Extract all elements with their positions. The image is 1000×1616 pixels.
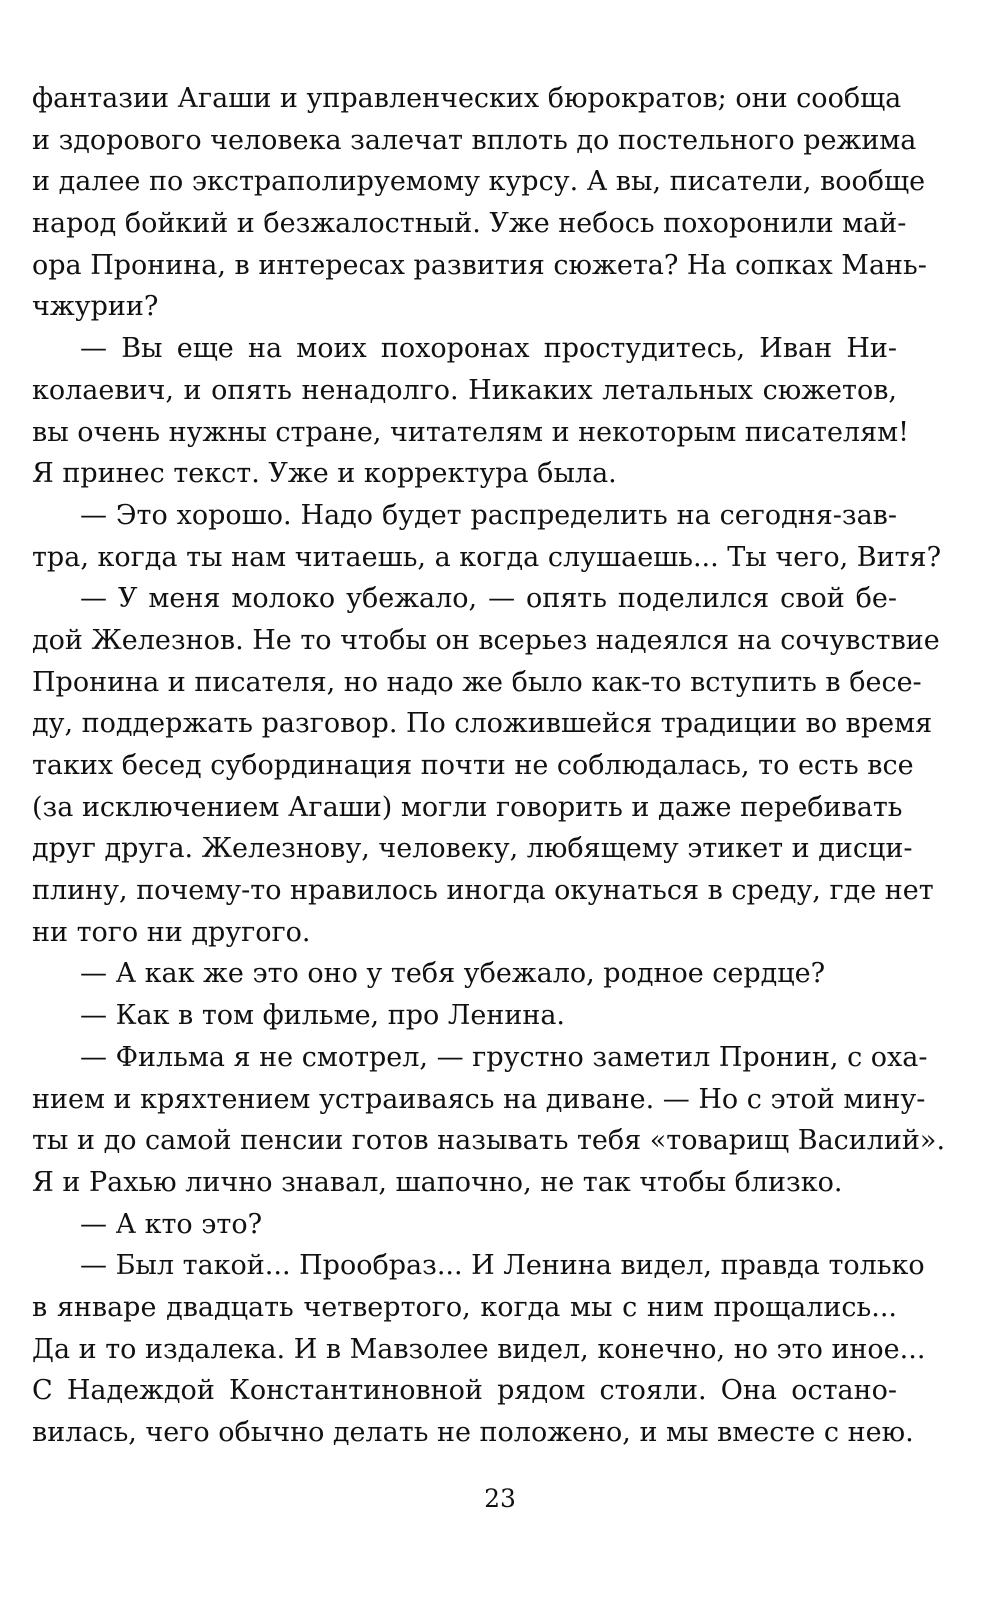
text-line: — Это хорошо. Надо будет распределить на сегодня-зав-: [80, 499, 897, 531]
text-line: — У меня молоко убежало, — опять поделился свой бе-: [80, 583, 897, 615]
text-line: чжурии?: [32, 291, 159, 323]
text-line: Я и Рахью лично знавал, шапочно, не так чтобы близко.: [32, 1166, 843, 1198]
text-line: — А как же это оно у тебя убежало, родное сердце?: [80, 958, 826, 990]
text-line: фантазии Агаши и управленческих бюрократов; они сообща: [32, 83, 902, 114]
text-line: ду, поддержать разговор. По сложившейся традиции во время: [32, 708, 933, 740]
body-text: [32, 78, 946, 1454]
page-number: 23: [484, 1484, 516, 1513]
text-line: тра, когда ты нам читаешь, а когда слушаешь... Ты чего, Витя?: [32, 541, 942, 573]
text-line: плину, почему-то нравилось иногда окунаться в среду, где нет: [32, 875, 934, 907]
text-line: — Вы еще на моих похоронах простудитесь, Иван Ни-: [80, 333, 897, 365]
text-line: нием и кряхтением устраиваясь на диване. — Но с этой мину-: [32, 1083, 926, 1115]
text-line: вы очень нужны стране, читателям и некоторым писателям!: [32, 416, 909, 448]
text-line: ни того ни другого.: [32, 916, 311, 948]
text-line: ора Пронина, в интересах развития сюжета? На сопках Мань-: [32, 249, 927, 281]
text-line: ты и до самой пенсии готов называть тебя «товарищ Василий».: [32, 1125, 946, 1157]
text-line: С Надеждой Константиновной рядом стояли. Она остано-: [32, 1375, 897, 1407]
text-line: друг друга. Железнову, человеку, любящему этикет и дисци-: [32, 833, 913, 865]
text-line: вилась, чего обычно делать не положено, и мы вместе с нею.: [32, 1417, 914, 1448]
text-line: Пронина и писателя, но надо же было как-то вступить в бесе-: [32, 666, 922, 698]
text-line: — Был такой... Прообраз... И Ленина видел, правда только: [80, 1250, 925, 1282]
text-line: народ бойкий и безжалостный. Уже небось похоронили май-: [32, 208, 907, 240]
text-line: колаевич, и опять ненадолго. Никаких летальных сюжетов,: [32, 374, 897, 406]
text-line: таких бесед субординация почти не соблюдалась, то есть все: [32, 750, 914, 781]
text-line: — Фильма я не смотрел, — грустно заметил Пронин, с оха-: [80, 1041, 928, 1073]
text-line: — Как в том фильме, про Ленина.: [80, 1000, 566, 1032]
text-line: в январе двадцать четвертого, когда мы с ним прощались...: [32, 1291, 897, 1323]
text-line: и далее по экстраполируемому курсу. А вы, писатели, вообще: [32, 166, 926, 198]
text-line: Да и то издалека. И в Мавзолее видел, конечно, но это иное...: [32, 1333, 926, 1365]
text-line: дой Железнов. Не то чтобы он всерьез надеялся на сочувствие: [32, 624, 940, 656]
text-line: — А кто это?: [80, 1208, 263, 1240]
text-line: и здорового человека залечат вплоть до постельного режима: [32, 124, 917, 156]
text-line: (за исключением Агаши) могли говорить и даже перебивать: [32, 791, 903, 823]
text-line: Я принес текст. Уже и корректура была.: [32, 458, 617, 490]
